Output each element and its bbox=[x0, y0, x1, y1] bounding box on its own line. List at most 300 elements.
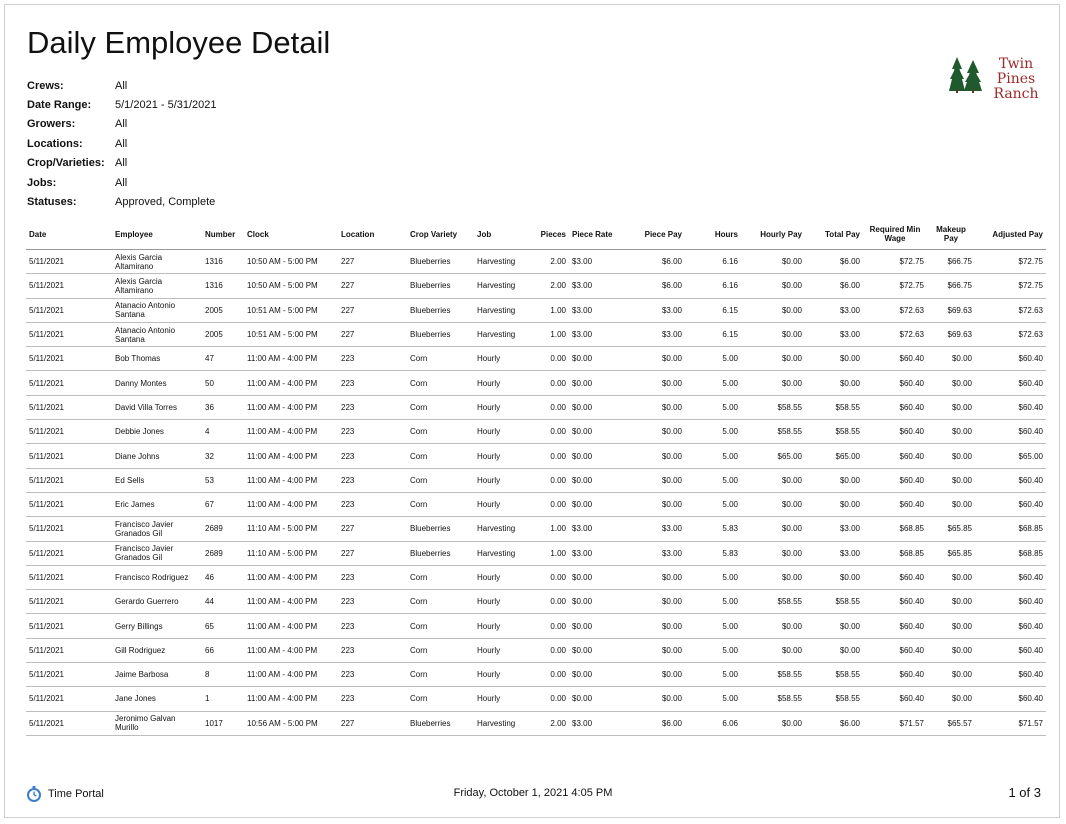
table-cell: $0.00 bbox=[617, 565, 685, 589]
column-header: Makeup Pay bbox=[927, 219, 975, 250]
column-header: Date bbox=[26, 219, 112, 250]
table-cell: 227 bbox=[338, 322, 407, 346]
table-cell: 10:50 AM - 5:00 PM bbox=[244, 274, 338, 298]
table-cell: $60.40 bbox=[863, 468, 927, 492]
table-cell: Blueberries bbox=[407, 274, 474, 298]
table-row bbox=[26, 590, 1046, 614]
table-cell: $0.00 bbox=[927, 468, 975, 492]
table-header-row bbox=[26, 219, 1046, 250]
table-cell: Hourly bbox=[474, 492, 534, 516]
table-cell: $0.00 bbox=[617, 347, 685, 371]
table-cell: $0.00 bbox=[927, 371, 975, 395]
table-row bbox=[26, 420, 1046, 444]
table-cell: $0.00 bbox=[805, 347, 863, 371]
table-cell: 5.00 bbox=[685, 371, 741, 395]
table-cell: 1.00 bbox=[534, 517, 569, 541]
table-cell: $0.00 bbox=[741, 517, 805, 541]
table-cell: 8 bbox=[202, 663, 244, 687]
table-cell: $6.00 bbox=[617, 274, 685, 298]
filter-value: All bbox=[115, 176, 128, 189]
table-cell: $6.00 bbox=[805, 711, 863, 735]
filter-label: Jobs: bbox=[27, 176, 57, 189]
report-page bbox=[4, 4, 1060, 818]
table-row bbox=[26, 395, 1046, 419]
table-cell: 0.00 bbox=[534, 565, 569, 589]
table-cell: $0.00 bbox=[617, 590, 685, 614]
table-cell: $58.55 bbox=[805, 663, 863, 687]
table-cell: $3.00 bbox=[569, 274, 617, 298]
table-cell: 66 bbox=[202, 638, 244, 662]
table-cell: $0.00 bbox=[617, 687, 685, 711]
table-cell: Harvesting bbox=[474, 250, 534, 274]
table-cell: $72.63 bbox=[863, 298, 927, 322]
table-cell: Blueberries bbox=[407, 298, 474, 322]
table-cell: $0.00 bbox=[927, 687, 975, 711]
table-cell: $0.00 bbox=[741, 347, 805, 371]
table-cell: $0.00 bbox=[569, 687, 617, 711]
table-cell: $60.40 bbox=[863, 614, 927, 638]
filter-label: Locations: bbox=[27, 137, 83, 150]
column-header: Hours bbox=[685, 219, 741, 250]
table-cell: $71.57 bbox=[975, 711, 1046, 735]
table-cell: $0.00 bbox=[741, 250, 805, 274]
table-cell: 5/11/2021 bbox=[26, 663, 112, 687]
table-cell: $0.00 bbox=[741, 614, 805, 638]
table-row bbox=[26, 711, 1046, 735]
table-cell: $0.00 bbox=[569, 444, 617, 468]
filter-label: Crews: bbox=[27, 79, 64, 92]
table-cell: 223 bbox=[338, 395, 407, 419]
table-cell: $0.00 bbox=[741, 638, 805, 662]
table-row bbox=[26, 687, 1046, 711]
table-cell: $6.00 bbox=[617, 250, 685, 274]
table-cell: 5.00 bbox=[685, 590, 741, 614]
filter-row bbox=[27, 95, 217, 114]
table-cell: 1.00 bbox=[534, 322, 569, 346]
table-cell: 0.00 bbox=[534, 371, 569, 395]
table-cell: 223 bbox=[338, 371, 407, 395]
table-cell: 0.00 bbox=[534, 420, 569, 444]
logo-line-2: Ranch bbox=[993, 86, 1039, 102]
table-cell: $71.57 bbox=[863, 711, 927, 735]
table-cell: 5.00 bbox=[685, 468, 741, 492]
table-cell: $65.85 bbox=[927, 541, 975, 565]
column-header: Clock bbox=[244, 219, 338, 250]
table-cell: $3.00 bbox=[617, 541, 685, 565]
table-cell: 2689 bbox=[202, 541, 244, 565]
table-cell: $58.55 bbox=[741, 420, 805, 444]
table-cell: Hourly bbox=[474, 638, 534, 662]
table-cell: 5/11/2021 bbox=[26, 322, 112, 346]
table-cell: Corn bbox=[407, 590, 474, 614]
table-cell: $58.55 bbox=[741, 590, 805, 614]
table-cell: $0.00 bbox=[569, 420, 617, 444]
table-cell: $0.00 bbox=[927, 614, 975, 638]
table-cell: 2005 bbox=[202, 298, 244, 322]
table-cell: 11:00 AM - 4:00 PM bbox=[244, 638, 338, 662]
table-cell: 0.00 bbox=[534, 444, 569, 468]
table-cell: $58.55 bbox=[805, 395, 863, 419]
table-cell: $3.00 bbox=[617, 517, 685, 541]
table-cell: $3.00 bbox=[805, 322, 863, 346]
column-header: Job bbox=[474, 219, 534, 250]
table-cell: Hourly bbox=[474, 614, 534, 638]
table-cell: 223 bbox=[338, 492, 407, 516]
table-cell: 5.00 bbox=[685, 444, 741, 468]
table-cell: $0.00 bbox=[927, 444, 975, 468]
table-cell: $60.40 bbox=[975, 347, 1046, 371]
table-cell: $69.63 bbox=[927, 322, 975, 346]
table-cell: 0.00 bbox=[534, 687, 569, 711]
table-cell: $60.40 bbox=[863, 663, 927, 687]
column-header: Number bbox=[202, 219, 244, 250]
table-cell: Harvesting bbox=[474, 274, 534, 298]
table-cell: Corn bbox=[407, 347, 474, 371]
table-row bbox=[26, 565, 1046, 589]
employee-detail-table bbox=[26, 219, 1046, 736]
report-title: Daily Employee Detail bbox=[27, 25, 331, 60]
table-cell: 11:00 AM - 4:00 PM bbox=[244, 590, 338, 614]
table-cell: Harvesting bbox=[474, 322, 534, 346]
table-cell: $3.00 bbox=[569, 250, 617, 274]
table-cell: 5/11/2021 bbox=[26, 638, 112, 662]
table-cell: $69.63 bbox=[927, 298, 975, 322]
table-cell: 223 bbox=[338, 347, 407, 371]
table-cell: 5.83 bbox=[685, 541, 741, 565]
table-cell: 10:51 AM - 5:00 PM bbox=[244, 298, 338, 322]
table-cell: $0.00 bbox=[617, 444, 685, 468]
filter-row bbox=[27, 115, 217, 134]
filter-value: All bbox=[115, 157, 128, 170]
table-cell: $0.00 bbox=[617, 420, 685, 444]
table-cell: Jeronimo Galvan Murillo bbox=[112, 711, 202, 735]
table-cell: 46 bbox=[202, 565, 244, 589]
logo-text bbox=[981, 57, 1051, 102]
table-cell: Jaime Barbosa bbox=[112, 663, 202, 687]
table-cell: 0.00 bbox=[534, 492, 569, 516]
table-cell: $72.63 bbox=[975, 298, 1046, 322]
table-cell: $60.40 bbox=[863, 371, 927, 395]
table-cell: $60.40 bbox=[863, 492, 927, 516]
table-cell: 11:00 AM - 4:00 PM bbox=[244, 687, 338, 711]
table-cell: 10:50 AM - 5:00 PM bbox=[244, 250, 338, 274]
table-cell: 227 bbox=[338, 711, 407, 735]
table-cell: $0.00 bbox=[569, 614, 617, 638]
table-cell: $66.75 bbox=[927, 274, 975, 298]
table-cell: $68.85 bbox=[975, 541, 1046, 565]
table-cell: $3.00 bbox=[569, 517, 617, 541]
table-cell: 5/11/2021 bbox=[26, 687, 112, 711]
table-cell: Danny Montes bbox=[112, 371, 202, 395]
table-cell: 0.00 bbox=[534, 347, 569, 371]
table-cell: 227 bbox=[338, 541, 407, 565]
table-cell: 5/11/2021 bbox=[26, 371, 112, 395]
filter-row bbox=[27, 173, 217, 192]
filter-row bbox=[27, 76, 217, 95]
table-cell: 223 bbox=[338, 468, 407, 492]
footer-page-number: 1 of 3 bbox=[1008, 785, 1041, 800]
table-cell: $72.75 bbox=[975, 250, 1046, 274]
table-cell: Francisco Javier Granados Gil bbox=[112, 517, 202, 541]
table-row bbox=[26, 298, 1046, 322]
table-cell: 5/11/2021 bbox=[26, 420, 112, 444]
table-cell: 11:00 AM - 4:00 PM bbox=[244, 614, 338, 638]
table-cell: 11:10 AM - 5:00 PM bbox=[244, 517, 338, 541]
table-cell: 5/11/2021 bbox=[26, 250, 112, 274]
table-row bbox=[26, 492, 1046, 516]
table-cell: $0.00 bbox=[569, 590, 617, 614]
table-cell: $0.00 bbox=[617, 395, 685, 419]
table-cell: $0.00 bbox=[805, 492, 863, 516]
table-cell: 5/11/2021 bbox=[26, 590, 112, 614]
table-cell: 2.00 bbox=[534, 711, 569, 735]
table-cell: $0.00 bbox=[617, 371, 685, 395]
column-header: Employee bbox=[112, 219, 202, 250]
table-cell: Hourly bbox=[474, 687, 534, 711]
table-cell: 5/11/2021 bbox=[26, 492, 112, 516]
table-cell: Blueberries bbox=[407, 322, 474, 346]
table-cell: 223 bbox=[338, 614, 407, 638]
table-cell: Atanacio Antonio Santana bbox=[112, 322, 202, 346]
table-cell: $60.40 bbox=[975, 492, 1046, 516]
table-cell: $60.40 bbox=[863, 590, 927, 614]
table-row bbox=[26, 444, 1046, 468]
table-cell: 5.00 bbox=[685, 663, 741, 687]
table-cell: $0.00 bbox=[805, 371, 863, 395]
table-cell: $3.00 bbox=[805, 541, 863, 565]
table-cell: $60.40 bbox=[975, 638, 1046, 662]
table-cell: $0.00 bbox=[569, 395, 617, 419]
column-header: Total Pay bbox=[805, 219, 863, 250]
table-cell: $0.00 bbox=[617, 614, 685, 638]
filter-label: Statuses: bbox=[27, 196, 77, 209]
table-cell: $3.00 bbox=[569, 322, 617, 346]
table-cell: 4 bbox=[202, 420, 244, 444]
table-cell: 5/11/2021 bbox=[26, 298, 112, 322]
table-cell: 11:00 AM - 4:00 PM bbox=[244, 395, 338, 419]
table-cell: $60.40 bbox=[975, 395, 1046, 419]
table-cell: $68.85 bbox=[975, 517, 1046, 541]
column-header: Hourly Pay bbox=[741, 219, 805, 250]
table-cell: 1.00 bbox=[534, 541, 569, 565]
table-cell: 5.00 bbox=[685, 420, 741, 444]
table-cell: 5.83 bbox=[685, 517, 741, 541]
table-cell: Blueberries bbox=[407, 517, 474, 541]
filter-row bbox=[27, 192, 217, 211]
table-cell: 5/11/2021 bbox=[26, 468, 112, 492]
table-cell: $58.55 bbox=[741, 687, 805, 711]
filter-summary bbox=[27, 76, 217, 212]
table-cell: 11:00 AM - 4:00 PM bbox=[244, 492, 338, 516]
table-row bbox=[26, 614, 1046, 638]
table-cell: 223 bbox=[338, 638, 407, 662]
table-cell: 11:00 AM - 4:00 PM bbox=[244, 444, 338, 468]
table-cell: Corn bbox=[407, 614, 474, 638]
table-cell: $3.00 bbox=[569, 541, 617, 565]
footer-app-name: Time Portal bbox=[48, 788, 104, 800]
table-cell: $0.00 bbox=[741, 541, 805, 565]
table-cell: $60.40 bbox=[975, 590, 1046, 614]
table-cell: $0.00 bbox=[805, 614, 863, 638]
table-cell: $58.55 bbox=[805, 687, 863, 711]
table-cell: 44 bbox=[202, 590, 244, 614]
table-cell: 1316 bbox=[202, 250, 244, 274]
table-cell: $58.55 bbox=[805, 420, 863, 444]
table-cell: $0.00 bbox=[569, 347, 617, 371]
table-cell: $3.00 bbox=[805, 517, 863, 541]
table-cell: Diane Johns bbox=[112, 444, 202, 468]
filter-value: All bbox=[115, 79, 128, 92]
table-cell: Blueberries bbox=[407, 250, 474, 274]
filter-value: All bbox=[115, 118, 128, 131]
table-cell: Hourly bbox=[474, 347, 534, 371]
table-cell: 5.00 bbox=[685, 492, 741, 516]
table-row bbox=[26, 638, 1046, 662]
table-cell: $58.55 bbox=[741, 395, 805, 419]
table-cell: $0.00 bbox=[927, 565, 975, 589]
table-cell: 5/11/2021 bbox=[26, 614, 112, 638]
table-cell: $0.00 bbox=[569, 371, 617, 395]
table-row bbox=[26, 371, 1046, 395]
table-cell: Corn bbox=[407, 492, 474, 516]
table-cell: $58.55 bbox=[741, 663, 805, 687]
table-cell: 11:10 AM - 5:00 PM bbox=[244, 541, 338, 565]
table-cell: $60.40 bbox=[863, 638, 927, 662]
table-cell: $0.00 bbox=[927, 638, 975, 662]
table-cell: Corn bbox=[407, 663, 474, 687]
table-cell: $0.00 bbox=[805, 565, 863, 589]
table-cell: $60.40 bbox=[975, 420, 1046, 444]
table-cell: Gerardo Guerrero bbox=[112, 590, 202, 614]
table-cell: $58.55 bbox=[805, 590, 863, 614]
table-cell: 53 bbox=[202, 468, 244, 492]
table-cell: $0.00 bbox=[927, 395, 975, 419]
table-cell: 227 bbox=[338, 517, 407, 541]
table-cell: Corn bbox=[407, 565, 474, 589]
table-cell: $0.00 bbox=[927, 492, 975, 516]
table-cell: $68.85 bbox=[863, 541, 927, 565]
table-cell: 0.00 bbox=[534, 663, 569, 687]
table-cell: 223 bbox=[338, 420, 407, 444]
table-cell: Hourly bbox=[474, 420, 534, 444]
table-cell: 0.00 bbox=[534, 468, 569, 492]
table-cell: $60.40 bbox=[975, 687, 1046, 711]
table-cell: 5.00 bbox=[685, 687, 741, 711]
table-cell: Blueberries bbox=[407, 541, 474, 565]
table-cell: Hourly bbox=[474, 444, 534, 468]
table-cell: 1316 bbox=[202, 274, 244, 298]
table-cell: 223 bbox=[338, 663, 407, 687]
table-cell: $6.00 bbox=[805, 250, 863, 274]
table-cell: 11:00 AM - 4:00 PM bbox=[244, 420, 338, 444]
table-cell: $0.00 bbox=[569, 638, 617, 662]
table-cell: 2689 bbox=[202, 517, 244, 541]
table-cell: David Villa Torres bbox=[112, 395, 202, 419]
column-header: Adjusted Pay bbox=[975, 219, 1046, 250]
filter-label: Date Range: bbox=[27, 99, 92, 112]
table-cell: 227 bbox=[338, 298, 407, 322]
table-cell: 223 bbox=[338, 590, 407, 614]
table-cell: 227 bbox=[338, 250, 407, 274]
table-cell: Gill Rodriguez bbox=[112, 638, 202, 662]
table-cell: Gerry Billings bbox=[112, 614, 202, 638]
filter-row bbox=[27, 134, 217, 153]
column-header: Piece Pay bbox=[617, 219, 685, 250]
table-cell: $60.40 bbox=[975, 468, 1046, 492]
table-cell: 223 bbox=[338, 444, 407, 468]
column-header: Piece Rate bbox=[569, 219, 617, 250]
table-cell: Blueberries bbox=[407, 711, 474, 735]
table-cell: Hourly bbox=[474, 468, 534, 492]
table-cell: Hourly bbox=[474, 590, 534, 614]
table-cell: 0.00 bbox=[534, 590, 569, 614]
table-cell: $60.40 bbox=[863, 687, 927, 711]
table-cell: $3.00 bbox=[617, 298, 685, 322]
table-cell: $60.40 bbox=[975, 614, 1046, 638]
table-cell: $0.00 bbox=[741, 565, 805, 589]
table-row bbox=[26, 541, 1046, 565]
table-cell: $0.00 bbox=[741, 274, 805, 298]
filter-row bbox=[27, 154, 217, 173]
table-cell: Harvesting bbox=[474, 711, 534, 735]
table-cell: Bob Thomas bbox=[112, 347, 202, 371]
table-cell: $72.63 bbox=[975, 322, 1046, 346]
table-cell: $0.00 bbox=[927, 420, 975, 444]
table-cell: 11:00 AM - 4:00 PM bbox=[244, 663, 338, 687]
table-cell: Corn bbox=[407, 444, 474, 468]
table-cell: 32 bbox=[202, 444, 244, 468]
table-cell: 1017 bbox=[202, 711, 244, 735]
table-row bbox=[26, 663, 1046, 687]
table-cell: $60.40 bbox=[863, 444, 927, 468]
table-cell: 0.00 bbox=[534, 395, 569, 419]
table-cell: Corn bbox=[407, 468, 474, 492]
table-cell: Alexis Garcia Altamirano bbox=[112, 250, 202, 274]
table-cell: 2.00 bbox=[534, 274, 569, 298]
table-cell: 6.15 bbox=[685, 322, 741, 346]
footer-generated-date: Friday, October 1, 2021 4:05 PM bbox=[453, 787, 613, 799]
table-cell: $68.85 bbox=[863, 517, 927, 541]
filter-label: Crop/Varieties: bbox=[27, 157, 105, 170]
table-cell: Francisco Javier Granados Gil bbox=[112, 541, 202, 565]
table-cell: 5.00 bbox=[685, 347, 741, 371]
table-cell: $72.75 bbox=[975, 274, 1046, 298]
column-header: Required Min Wage bbox=[863, 219, 927, 250]
table-cell: Corn bbox=[407, 395, 474, 419]
table-cell: $0.00 bbox=[927, 347, 975, 371]
table-cell: $60.40 bbox=[863, 565, 927, 589]
table-cell: Harvesting bbox=[474, 298, 534, 322]
table-cell: Harvesting bbox=[474, 517, 534, 541]
filter-label: Growers: bbox=[27, 118, 76, 131]
table-cell: 2.00 bbox=[534, 250, 569, 274]
table-cell: $0.00 bbox=[617, 492, 685, 516]
table-row bbox=[26, 274, 1046, 298]
table-cell: 50 bbox=[202, 371, 244, 395]
table-cell: Atanacio Antonio Santana bbox=[112, 298, 202, 322]
table-cell: $65.00 bbox=[805, 444, 863, 468]
table-cell: $60.40 bbox=[863, 395, 927, 419]
table-cell: Debbie Jones bbox=[112, 420, 202, 444]
table-cell: $0.00 bbox=[805, 468, 863, 492]
table-cell: Hourly bbox=[474, 663, 534, 687]
table-cell: $0.00 bbox=[741, 711, 805, 735]
table-cell: 67 bbox=[202, 492, 244, 516]
table-cell: 5.00 bbox=[685, 565, 741, 589]
table-cell: $6.00 bbox=[617, 711, 685, 735]
table-cell: 6.15 bbox=[685, 298, 741, 322]
table-cell: 11:00 AM - 4:00 PM bbox=[244, 565, 338, 589]
